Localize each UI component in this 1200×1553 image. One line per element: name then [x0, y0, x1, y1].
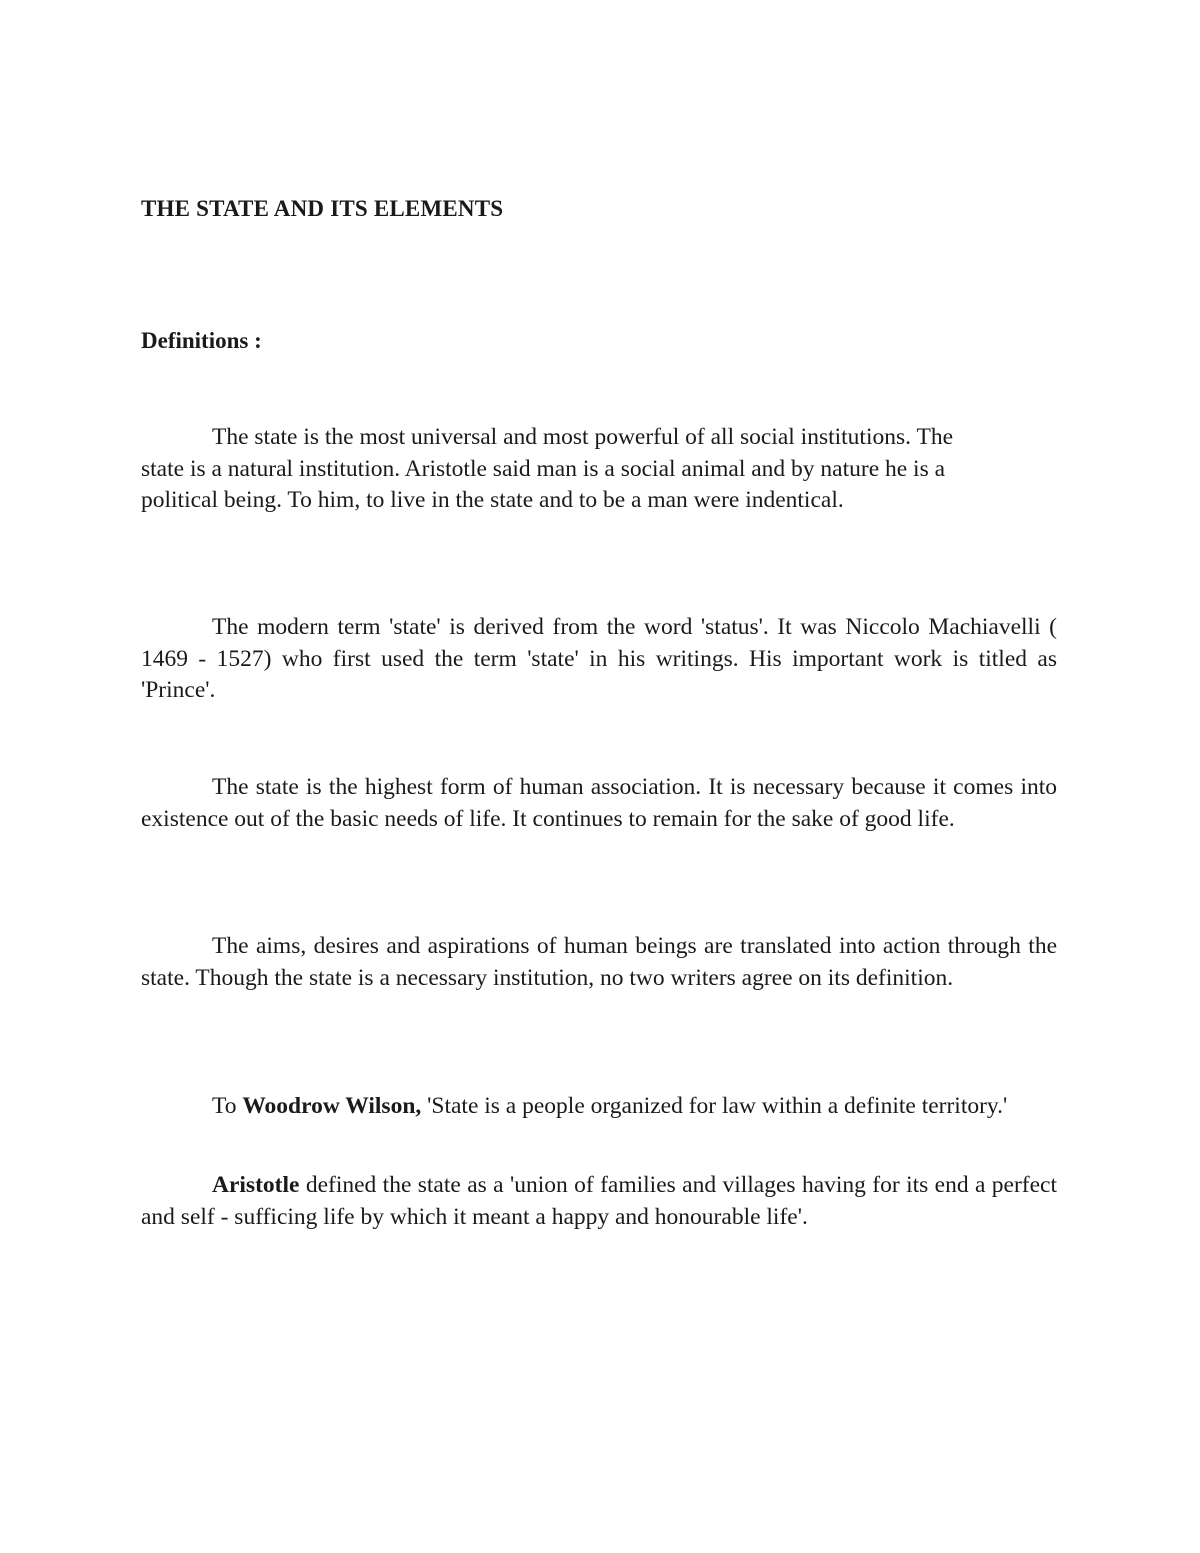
paragraph-aristotle-definition [141, 1170, 1057, 1233]
wilson-quote: 'State is a people organized for law within a definite territory.' [421, 1093, 1008, 1119]
document-title: THE STATE AND ITS ELEMENTS [141, 196, 504, 221]
wilson-lead-text: To [212, 1093, 243, 1119]
paragraph-term-origin: The modern term 'state' is derived from the word 'status'. It was Niccolo Machiavelli ( 1469 - 1527) who first used the term 'state' in his writings. His important work is titled as 'Prince'. [141, 614, 1057, 703]
wilson-name: Woodrow Wilson, [242, 1093, 422, 1119]
aristotle-name: Aristotle [212, 1172, 300, 1198]
paragraph-wilson-definition [141, 1091, 1057, 1123]
paragraph-highest-association: The state is the highest form of human association. It is necessary because it comes into existence out of the basic needs of life. It continues to remain for the sake of good life. [141, 774, 1057, 832]
aristotle-quote: defined the state as a 'union of families and villages having for its end a perfect and self - sufficing life by which it meant a happy and honourable life'. [141, 1172, 1057, 1230]
paragraph-state-universal: The state is the most universal and most powerful of all social institutions. The state is a natural institution. Aristotle said man is a social animal and by nature he is a political being. To him, to live in the state and to be a man were indentical. [141, 424, 953, 513]
section-heading-definitions: Definitions : [141, 328, 262, 353]
paragraph-aims-desires: The aims, desires and aspirations of human beings are translated into action through the state. Though the state is a necessary institution, no two writers agree on its definition. [141, 933, 1057, 991]
